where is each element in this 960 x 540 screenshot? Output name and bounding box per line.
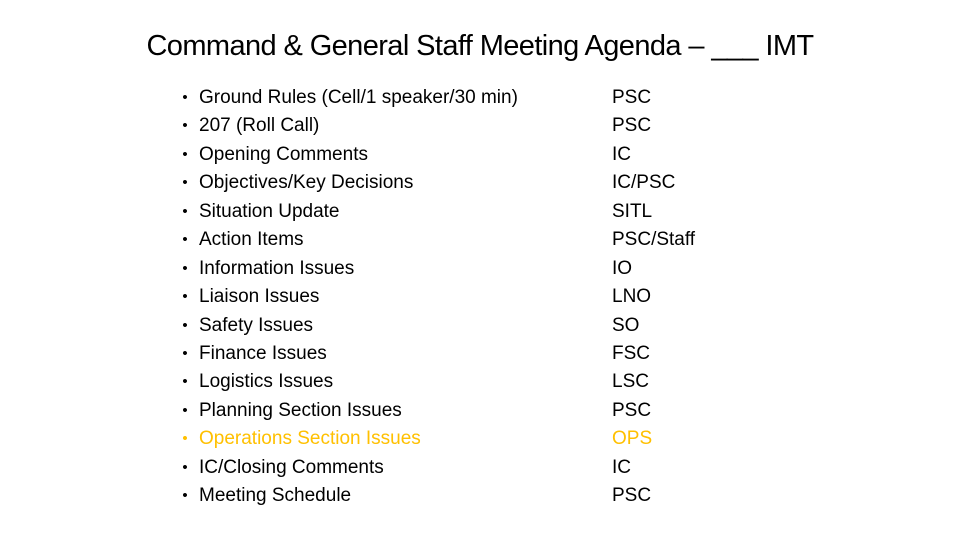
agenda-owner: IO xyxy=(612,257,633,279)
agenda-row xyxy=(178,340,738,368)
agenda-owner: IC xyxy=(612,456,631,478)
agenda-owner: PSC xyxy=(612,485,652,507)
agenda-owner: PSC xyxy=(612,115,652,137)
agenda-row xyxy=(178,84,738,112)
agenda-item: Operations Section Issues xyxy=(199,428,421,450)
agenda-item: Objectives/Key Decisions xyxy=(199,172,414,194)
agenda-list xyxy=(178,84,738,511)
agenda-owner: LSC xyxy=(612,371,649,393)
bullet-icon: • xyxy=(182,145,188,163)
agenda-row xyxy=(178,141,738,169)
agenda-owner: SO xyxy=(612,314,640,336)
bullet-icon: • xyxy=(182,401,188,419)
agenda-row-highlighted xyxy=(178,425,738,453)
agenda-row xyxy=(178,312,738,340)
agenda-owner: PSC xyxy=(612,399,652,421)
bullet-icon: • xyxy=(182,316,188,334)
agenda-owner: PSC xyxy=(612,87,652,108)
bullet-icon: • xyxy=(182,202,188,220)
agenda-row xyxy=(178,226,738,254)
agenda-owner: IC xyxy=(612,143,631,165)
bullet-icon: • xyxy=(182,373,188,391)
agenda-owner: LNO xyxy=(612,286,652,308)
bullet-icon: • xyxy=(182,288,188,306)
bullet-icon: • xyxy=(182,487,188,505)
agenda-owner: PSC/Staff xyxy=(612,229,696,251)
bullet-icon: • xyxy=(182,458,188,476)
agenda-row xyxy=(178,283,738,311)
agenda-item: Ground Rules (Cell/1 speaker/30 min) xyxy=(199,87,518,108)
bullet-icon: • xyxy=(182,231,188,249)
agenda-item: IC/Closing Comments xyxy=(199,456,384,478)
agenda-item: Meeting Schedule xyxy=(199,485,352,507)
agenda-row xyxy=(178,368,738,396)
agenda-row xyxy=(178,112,738,140)
bullet-icon: • xyxy=(182,89,188,106)
agenda-item: Situation Update xyxy=(199,200,340,222)
agenda-row xyxy=(178,198,738,226)
agenda-owner: FSC xyxy=(612,342,650,364)
agenda-item: Logistics Issues xyxy=(199,371,334,393)
agenda-item: Planning Section Issues xyxy=(199,399,402,421)
page-title: Command & General Staff Meeting Agenda – ___ IMT xyxy=(146,30,814,62)
bullet-icon: • xyxy=(182,259,188,277)
bullet-icon: • xyxy=(182,174,188,192)
agenda-owner: SITL xyxy=(612,200,653,222)
agenda-item: Information Issues xyxy=(199,257,355,279)
agenda-row xyxy=(178,454,738,482)
bullet-icon: • xyxy=(182,117,188,135)
agenda-item: Liaison Issues xyxy=(199,286,320,308)
agenda-item: 207 (Roll Call) xyxy=(199,115,320,137)
agenda-row xyxy=(178,482,738,510)
agenda-row xyxy=(178,255,738,283)
agenda-item: Opening Comments xyxy=(199,143,368,165)
agenda-owner: IC/PSC xyxy=(612,172,676,194)
bullet-icon: • xyxy=(182,430,188,448)
agenda-item: Safety Issues xyxy=(199,314,314,336)
agenda-item: Finance Issues xyxy=(199,342,327,364)
agenda-row xyxy=(178,169,738,197)
bullet-icon: • xyxy=(182,344,188,362)
agenda-row xyxy=(178,397,738,425)
agenda-owner: OPS xyxy=(612,428,653,450)
agenda-item: Action Items xyxy=(199,229,304,251)
